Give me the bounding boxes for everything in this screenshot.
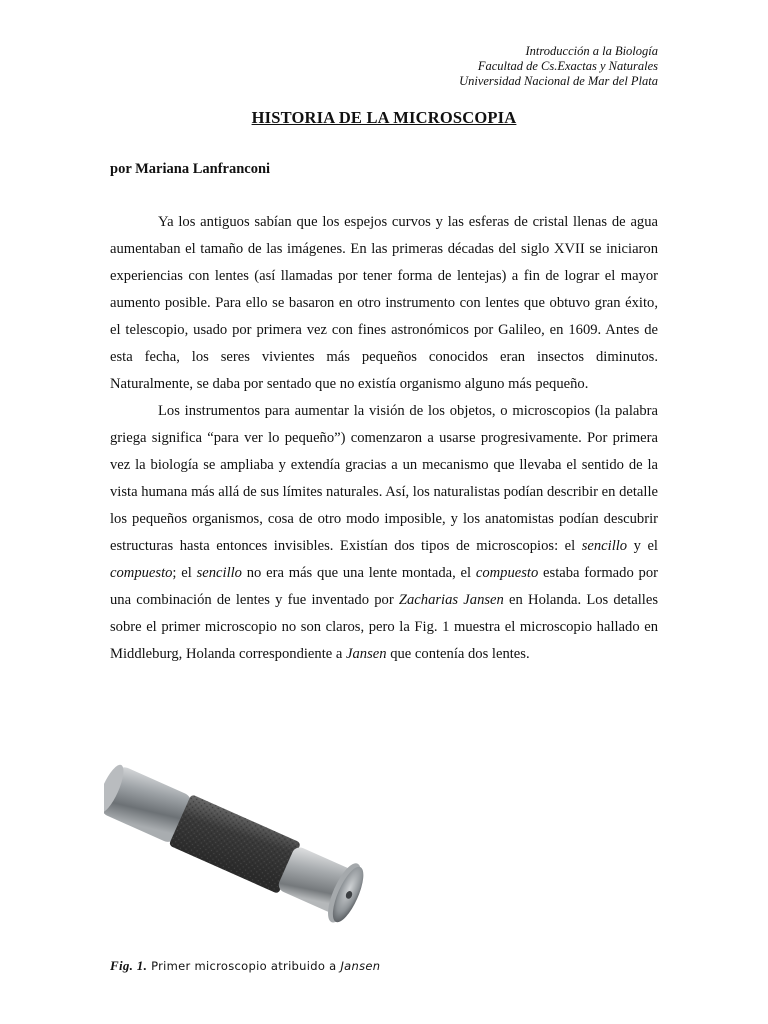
microscope-figure [104,752,374,942]
header-faculty: Facultad de Cs.Exactas y Naturales [477,59,658,73]
figure-label: Fig. 1. [110,958,148,973]
p2-text-1: Los instrumentos para aumentar la visión de los objetos, o microscopios (la palabra griega significa “para ver lo pequeño”) comenzaron a usarse progresivamente. Por primera vez la biología se ampliaba y extendía gracias a un mecanismo que llevaba el sentido de la vista humana más allá de sus límites naturales. Así, los naturalistas podían describir en detalle los pequeños organismos, cosa de otro modo imposible, y los anatomistas podían descubrir estructuras hasta entonces invisibles. Existían dos tipos de microscopios: el [110,403,658,554]
p2-text-5: estaba formado por una combinación de lentes y fue inventado por [110,565,658,608]
p2-italic-compuesto-2: compuesto [475,565,539,581]
p2-text-2: y el [627,538,658,554]
paragraph-1: Ya los antiguos sabían que los espejos curvos y las esferas de cristal llenas de agua aumentaban el tamaño de las imágenes. En las primeras décadas del siglo XVII se iniciaron experiencias con lentes (así llamadas por tener forma de lentejas) a fin de lograr el mayor aumento posible. Para ello se basaron en otro instrumento con lentes que obtuvo gran éxito, el telescopio, usado por primera vez con fines astronómicos por Galileo, en 1609. Antes de esta fecha, los seres vivientes más pequeños conocidos eran insectos diminutos. Naturalmente, se daba por sentado que no existía organismo alguno más pequeño. [110,214,658,392]
header-course: Introducción a la Biología [525,44,658,58]
p2-text-4: no era más que una lente montada, el [241,565,476,581]
figure-caption [110,958,380,974]
p2-italic-jansen-name: Zacharias Jansen [398,592,504,608]
author-line: por Mariana Lanfranconi [110,161,271,177]
institution-header [459,44,658,89]
document-title: HISTORIA DE LA MICROSCOPIA [251,108,517,127]
caption-text: Primer microscopio atribuido a [147,959,341,973]
p2-italic-jansen: Jansen [346,646,387,662]
body-text [110,209,658,668]
caption-italic: Jansen [340,959,381,973]
header-university: Universidad Nacional de Mar del Plata [459,74,658,88]
p2-italic-compuesto: compuesto [110,565,173,581]
p2-text-7: que contenía dos lentes. [386,646,530,662]
p2-text-3: ; el [172,565,197,581]
p2-text-6: en Holanda. Los detalles sobre el primer microscopio no son claros, pero la Fig. 1 muestra el microscopio hallado en Middleburg, Holanda correspondiente a [110,592,658,662]
p2-italic-sencillo-2: sencillo [196,565,242,581]
p2-italic-sencillo: sencillo [581,538,628,554]
paragraph-2 [110,398,658,668]
